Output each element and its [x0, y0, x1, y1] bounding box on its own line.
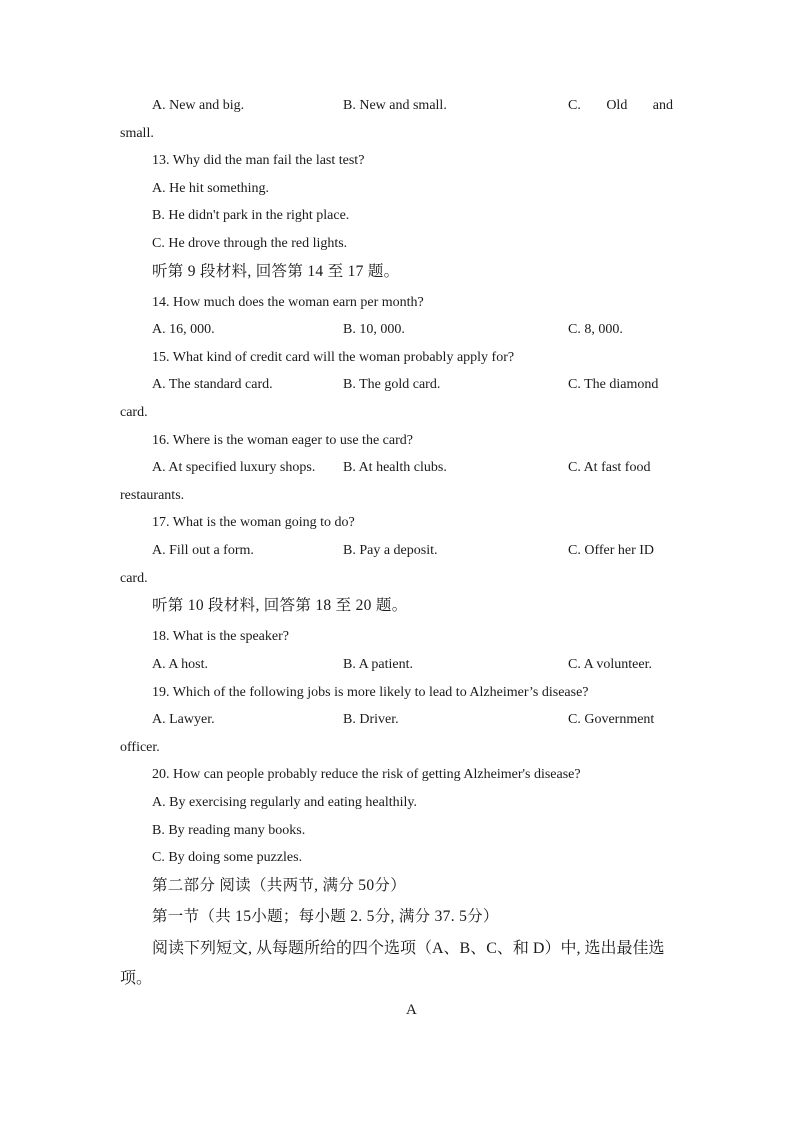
q16-option-a: A. At specified luxury shops. [152, 460, 316, 475]
q13-option-c: C. He drove through the red lights. [152, 236, 348, 251]
q16-option-c: C. At fast food [568, 460, 651, 475]
q13-option-a: A. He hit something. [152, 181, 270, 196]
q14-option-a: A. 16, 000. [152, 322, 215, 337]
q19-option-a: A. Lawyer. [152, 712, 215, 727]
q18-question: 18. What is the speaker? [152, 629, 289, 644]
instruction-line-2: 项。 [120, 970, 153, 987]
q12-option-c-word1: Old [606, 98, 628, 113]
instruction-line-1: 阅读下列短文, 从每题所给的四个选项（A、B、C、和 D）中, 选出最佳选 [152, 940, 665, 957]
q19-question: 19. Which of the following jobs is more likely to lead to Alzheimer’s disease? [152, 685, 589, 700]
q20-question: 20. How can people probably reduce the risk of getting Alzheimer's disease? [152, 767, 581, 782]
section-10-heading: 听第 10 段材料, 回答第 18 至 20 题。 [152, 597, 408, 614]
q13-question: 13. Why did the man fail the last test? [152, 153, 365, 168]
q19-option-b: B. Driver. [343, 712, 399, 727]
q15-option-c-wrap: card. [120, 405, 148, 420]
q18-option-a: A. A host. [152, 657, 209, 672]
passage-label: A [406, 1002, 417, 1018]
q15-option-a: A. The standard card. [152, 377, 273, 392]
q17-option-c: C. Offer her ID [568, 543, 655, 558]
q20-option-c: C. By doing some puzzles. [152, 850, 303, 865]
q18-option-c: C. A volunteer. [568, 657, 652, 672]
q19-option-c: C. Government [568, 712, 655, 727]
q12-option-c-letter: C. [568, 98, 581, 113]
q15-question: 15. What kind of credit card will the woman probably apply for? [152, 350, 515, 365]
part-2-heading: 第二部分 阅读（共两节, 满分 50分） [152, 877, 407, 894]
q12-option-c-word2: and [652, 98, 673, 113]
q12-option-a: A. New and big. [152, 98, 245, 113]
q12-option-c-wrap: small. [120, 126, 154, 141]
q18-option-b: B. A patient. [343, 657, 413, 672]
q20-option-b: B. By reading many books. [152, 823, 306, 838]
section-9-heading: 听第 9 段材料, 回答第 14 至 17 题。 [152, 263, 400, 280]
q12-option-c [568, 97, 673, 115]
q15-option-c: C. The diamond [568, 377, 659, 392]
q13-option-b: B. He didn't park in the right place. [152, 208, 350, 223]
q19-option-c-wrap: officer. [120, 740, 160, 755]
q17-option-a: A. Fill out a form. [152, 543, 254, 558]
q16-option-c-wrap: restaurants. [120, 488, 185, 503]
q16-question: 16. Where is the woman eager to use the card? [152, 433, 413, 448]
q15-option-b: B. The gold card. [343, 377, 441, 392]
q14-option-c: C. 8, 000. [568, 322, 623, 337]
q20-option-a: A. By exercising regularly and eating healthily. [152, 795, 418, 810]
section-1-heading: 第一节（共 15小题；每小题 2. 5分, 满分 37. 5分） [152, 908, 499, 925]
q17-option-c-wrap: card. [120, 571, 148, 586]
q16-option-b: B. At health clubs. [343, 460, 447, 475]
q14-option-b: B. 10, 000. [343, 322, 405, 337]
q17-option-b: B. Pay a deposit. [343, 543, 438, 558]
q17-question: 17. What is the woman going to do? [152, 515, 355, 530]
q14-question: 14. How much does the woman earn per month? [152, 295, 424, 310]
q12-option-b: B. New and small. [343, 98, 447, 113]
